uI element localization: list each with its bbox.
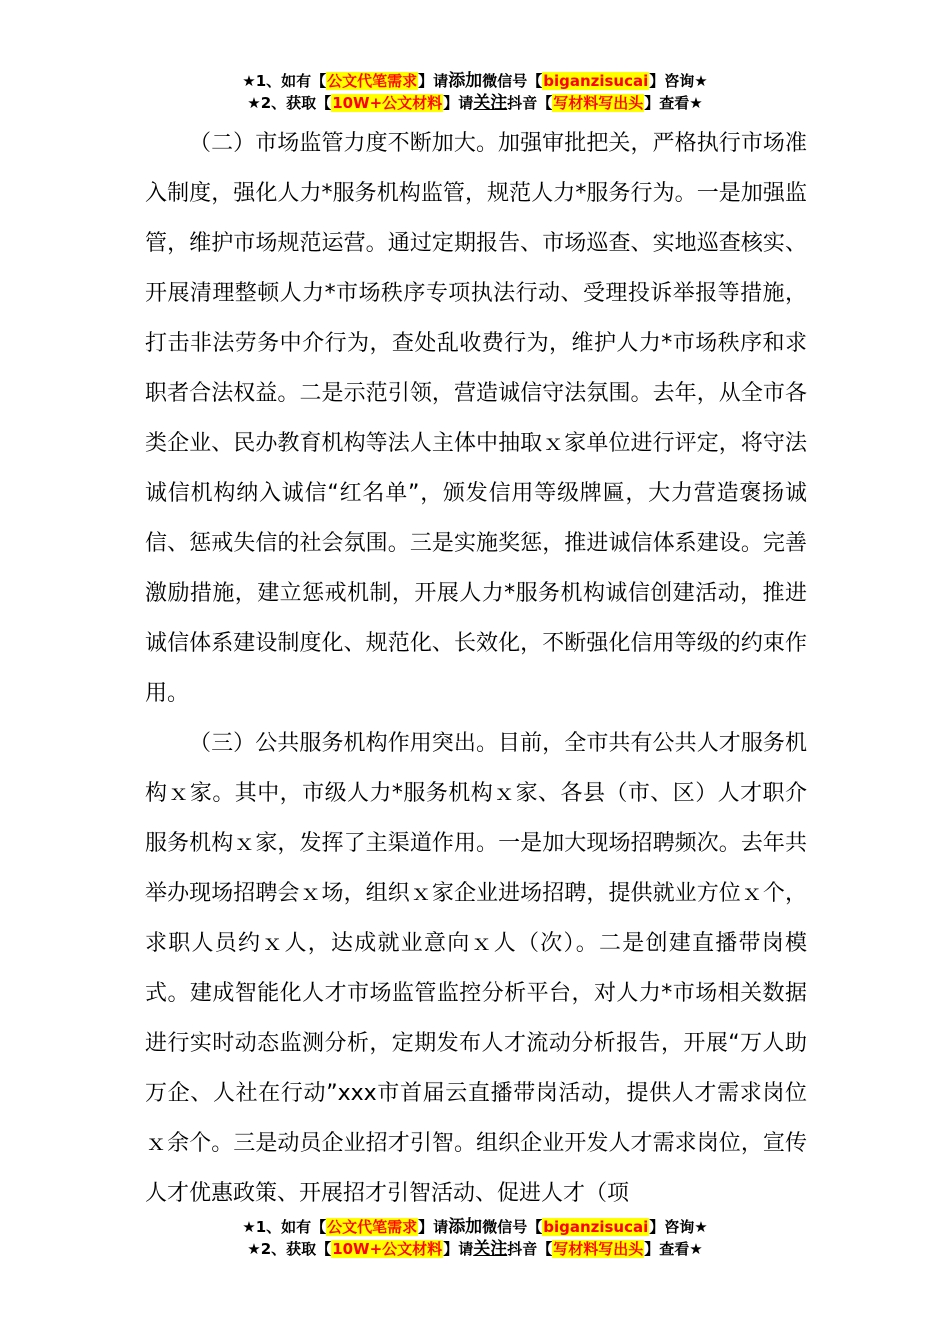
banner-follow-text: 关注: [473, 93, 508, 113]
star-icon: ★: [247, 94, 261, 112]
banner-text: 微信号【: [482, 1218, 543, 1236]
banner-text: 】请: [418, 1218, 449, 1236]
star-icon: ★: [242, 1218, 256, 1236]
banner-text: 】咨询★: [649, 1218, 708, 1236]
banner-text: 2、获取【: [260, 94, 332, 112]
banner-text: 微信号【: [482, 72, 543, 90]
header-banner: [0, 70, 950, 114]
highlight-need: 公文代笔需求: [327, 72, 418, 90]
footer-banner: [0, 1216, 950, 1260]
banner-text: 抖音【: [507, 1240, 553, 1258]
highlight-material: 10W+公文材料: [332, 1240, 443, 1258]
banner-text: 】请: [443, 94, 474, 112]
banner-add-text: 添加: [448, 71, 483, 91]
star-icon: ★: [242, 72, 256, 90]
paragraph-market-supervision: （二）市场监管力度不断加大。加强审批把关，严格执行市场准入制度，强化人力*服务机构监管，规范人力*服务行为。一是加强监管，维护市场规范运营。通过定期报告、市场巡查、实地巡查核实、开展清理整顿人力*市场秩序专项执法行动、受理投诉举报等措施，打击非法劳务中介行为，查处乱收费行为，维护人力*市场秩序和求职者合法权益。二是示范引领，营造诚信守法氛围。去年，从全市各类企业、民办教育机构等法人主体中抽取ｘ家单位进行评定，将守法诚信机构纳入诚信“红名单”，颁发信用等级牌匾，大力营造褒扬诚信、惩戒失信的社会氛围。三是实施奖惩，推进诚信体系建设。完善激励措施，建立惩戒机制，开展人力*服务机构诚信创建活动，推进诚信体系建设制度化、规范化、长效化，不断强化信用等级的约束作用。: [145, 131, 807, 706]
highlight-wechat: biganzisucai: [543, 1218, 649, 1236]
banner-text: 】咨询★: [649, 72, 708, 90]
banner-text: 1、如有【: [255, 1218, 327, 1236]
highlight-account: 写材料写出头: [553, 1240, 644, 1258]
banner-line-2: [0, 1238, 950, 1260]
banner-line-1: [0, 1216, 950, 1238]
banner-text: 】请: [418, 72, 449, 90]
banner-line-2: [0, 92, 950, 114]
star-icon: ★: [247, 1240, 261, 1258]
banner-text: 】查看★: [644, 1240, 703, 1258]
banner-text: 2、获取【: [260, 1240, 332, 1258]
paragraph-public-service: （三）公共服务机构作用突出。目前，全市共有公共人才服务机构ｘ家。其中，市级人力*服务机构ｘ家、各县（市、区）人才职介服务机构ｘ家，发挥了主渠道作用。一是加大现场招聘频次。去年共举办现场招聘会ｘ场，组织ｘ家企业进场招聘，提供就业方位ｘ个，求职人员约ｘ人，达成就业意向ｘ人（次）。二是创建直播带岗模式。建成智能化人才市场监管监控分析平台，对人力*市场相关数据进行实时动态监测分析，定期发布人才流动分析报告，开展“万人助万企、人社在行动”xxx市首届云直播带岗活动，提供人才需求岗位ｘ余个。三是动员企业招才引智。组织企业开发人才需求岗位，宣传人才优惠政策、开展招才引智活动、促进人才（项: [145, 731, 807, 1206]
highlight-account: 写材料写出头: [553, 94, 644, 112]
highlight-wechat: biganzisucai: [543, 72, 649, 90]
banner-text: 】查看★: [644, 94, 703, 112]
document-body: [145, 119, 807, 1219]
banner-add-text: 添加: [448, 1217, 483, 1237]
banner-text: 1、如有【: [255, 72, 327, 90]
banner-line-1: [0, 70, 950, 92]
highlight-material: 10W+公文材料: [332, 94, 443, 112]
banner-text: 抖音【: [507, 94, 553, 112]
banner-text: 】请: [443, 1240, 474, 1258]
banner-follow-text: 关注: [473, 1239, 508, 1259]
highlight-need: 公文代笔需求: [327, 1218, 418, 1236]
